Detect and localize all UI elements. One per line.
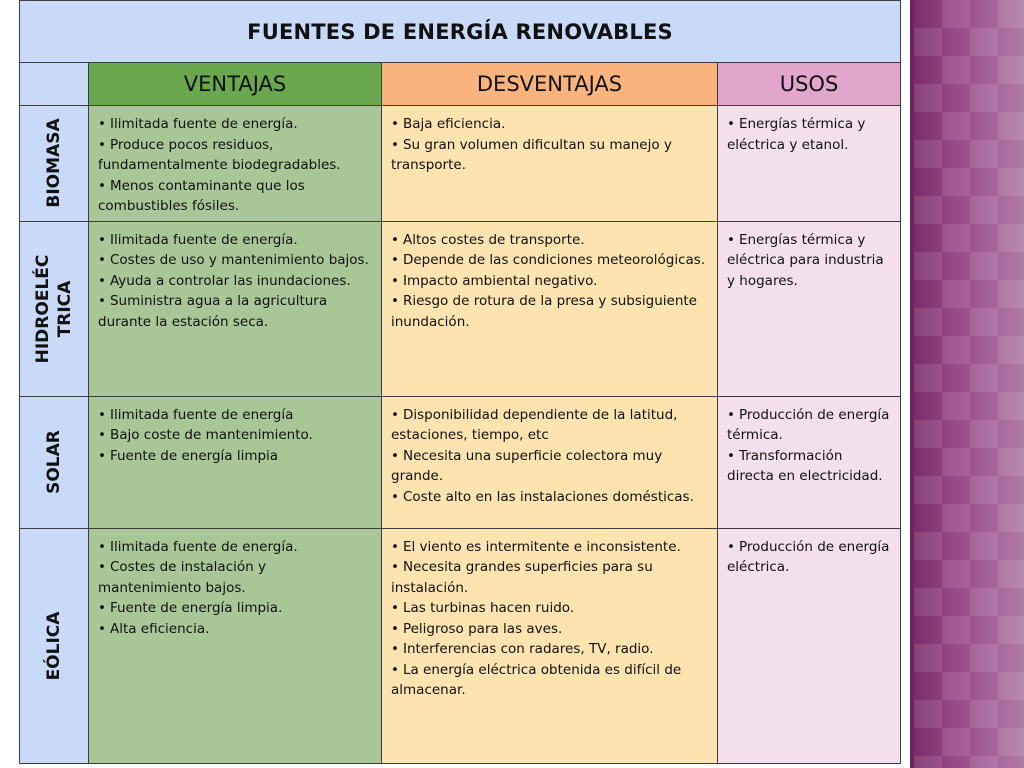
row-label-solar	[20, 396, 89, 528]
row-label-text: SOLAR	[44, 430, 64, 494]
list-item: • Disponibilidad dependiente de la latitud, estaciones, tiempo, etc	[391, 406, 678, 443]
header-blank-cell	[20, 63, 89, 106]
list-item: • Ilimitada fuente de energía.	[98, 538, 298, 555]
ventajas-cell	[89, 396, 382, 528]
desventajas-cell	[382, 106, 718, 222]
row-label-eolica	[20, 528, 89, 763]
list-item: • Producción de energía térmica.	[727, 406, 890, 443]
row-label-text: HIDROELÉC TRICA	[33, 254, 75, 363]
list-item: • Costes de uso y mantenimiento bajos.	[98, 252, 369, 268]
side-decoration	[914, 0, 1024, 768]
ventajas-cell	[89, 221, 382, 396]
usos-cell	[718, 396, 901, 528]
usos-cell	[718, 221, 901, 396]
list-item: • Energías térmica y eléctrica y etanol.	[727, 116, 866, 153]
list-item: • Riesgo de rotura de la presa y subsiguiente inundación.	[391, 293, 697, 330]
list-item: • Ilimitada fuente de energía	[98, 406, 294, 423]
table-row-solar	[20, 396, 901, 528]
table-row-hidroelectrica	[20, 221, 901, 396]
list-item: • Bajo coste de mantenimiento.	[98, 427, 313, 443]
usos-cell	[718, 106, 901, 222]
list-item: • Impacto ambiental negativo.	[391, 272, 598, 289]
list-item: • Necesita una superficie colectora muy grande.	[391, 447, 663, 484]
list-item: • Producción de energía eléctrica.	[727, 538, 890, 575]
row-label-biomasa	[20, 106, 89, 222]
list-item: • Ayuda a controlar las inundaciones.	[98, 272, 351, 289]
desventajas-cell	[382, 221, 718, 396]
header-ventajas: VENTAJAS	[89, 63, 382, 106]
list-item: • Coste alto en las instalaciones domésticas.	[391, 488, 694, 505]
usos-cell	[718, 528, 901, 763]
list-item: • Necesita grandes superficies para su instalación.	[391, 559, 653, 596]
row-label-text: EÓLICA	[44, 611, 64, 680]
list-item: • Las turbinas hacen ruido.	[391, 600, 575, 616]
table-row-eolica	[20, 528, 901, 763]
list-item: • Produce pocos residuos, fundamentalmente biodegradables.	[98, 136, 341, 173]
row-label-text: BIOMASA	[44, 118, 64, 208]
list-item: • La energía eléctrica obtenida es difícil de almacenar.	[391, 661, 682, 698]
ventajas-cell	[89, 528, 382, 763]
header-usos: USOS	[718, 63, 901, 106]
list-item: • El viento es intermitente e inconsistente.	[391, 538, 681, 555]
list-item: • Fuente de energía limpia.	[98, 600, 283, 616]
desventajas-cell	[382, 528, 718, 763]
list-item: • Su gran volumen dificultan su manejo y transporte.	[391, 136, 672, 173]
list-item: • Altos costes de transporte.	[391, 231, 585, 248]
list-item: • Baja eficiencia.	[391, 116, 506, 132]
list-item: • Peligroso para las aves.	[391, 620, 563, 637]
row-label-hidroelectrica	[20, 221, 89, 396]
renewable-energy-table	[19, 0, 901, 764]
list-item: • Interferencias con radares, TV, radio.	[391, 641, 654, 657]
list-item: • Alta eficiencia.	[98, 620, 210, 637]
list-item: • Transformación directa en electricidad.	[727, 447, 883, 484]
list-item: • Ilimitada fuente de energía.	[98, 116, 298, 132]
list-item: • Depende de las condiciones meteorológicas.	[391, 252, 706, 268]
desventajas-cell	[382, 396, 718, 528]
header-desventajas: DESVENTAJAS	[382, 63, 718, 106]
list-item: • Menos contaminante que los combustibles fósiles.	[98, 177, 305, 214]
list-item: • Ilimitada fuente de energía.	[98, 231, 298, 248]
list-item: • Costes de instalación y mantenimiento bajos.	[98, 559, 266, 596]
table-row-biomasa	[20, 106, 901, 222]
list-item: • Fuente de energía limpia	[98, 447, 279, 464]
list-item: • Energías térmica y eléctrica para industria y hogares.	[727, 231, 884, 289]
list-item: • Suministra agua a la agricultura durante la estación seca.	[98, 293, 328, 330]
table-title: FUENTES DE ENERGÍA RENOVABLES	[20, 1, 901, 63]
ventajas-cell	[89, 106, 382, 222]
